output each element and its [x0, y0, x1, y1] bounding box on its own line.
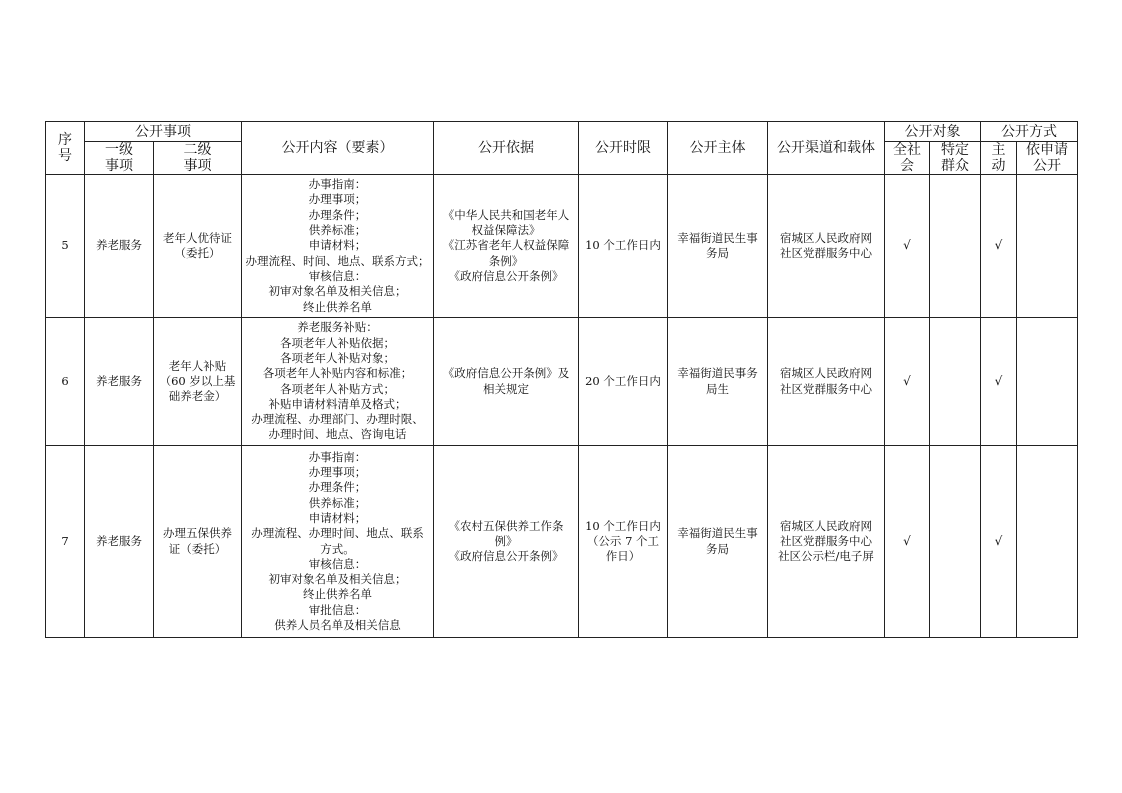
cell-channel-line: 宿城区人民政府网	[780, 518, 872, 533]
table-body	[46, 175, 1078, 638]
cell-level2-line: 办理五保供养	[163, 526, 232, 541]
cell-content-line: 办理流程、办理部门、办理时限、	[251, 412, 424, 427]
header-channel: 公开渠道和载体	[768, 122, 885, 175]
cell-time-limit-line: 10 个工作日内	[585, 518, 661, 533]
cell-content-line: 各项老年人补贴方式；	[280, 381, 395, 396]
disclosure-table	[45, 121, 1078, 638]
cell-channel-line: 宿城区人民政府网	[780, 366, 872, 381]
cell-time-limit	[579, 318, 668, 446]
cell-content-line: 供养人员名单及相关信息	[274, 617, 401, 632]
cell-content-line: 方式。	[320, 541, 355, 556]
cell-mode-request	[1017, 446, 1078, 638]
cell-channel-line: 社区党群服务中心	[780, 533, 872, 548]
table-header	[46, 122, 1078, 175]
header-content: 公开内容（要素）	[242, 122, 434, 175]
cell-seq: 6	[46, 318, 85, 446]
cell-content-line: 审核信息：	[308, 268, 367, 283]
cell-basis-line: 《政府信息公开条例》	[448, 268, 564, 283]
cell-audience-specific	[930, 175, 981, 318]
cell-mode-active: √	[981, 175, 1017, 318]
cell-basis-line: 《农村五保供养工作条	[448, 518, 564, 533]
cell-level2-line: 老年人优待证	[163, 230, 232, 245]
cell-basis-line: 条例》	[488, 253, 524, 268]
cell-audience-all: √	[885, 446, 930, 638]
cell-content-line: 供养标准；	[308, 495, 367, 510]
cell-level2	[154, 446, 242, 638]
cell-content-line: 申请材料；	[308, 238, 367, 253]
cell-subject-line: 幸福街道民生事	[677, 526, 758, 541]
cell-channel-line: 社区党群服务中心	[780, 246, 872, 260]
header-audience-specific: 特定群众	[930, 142, 981, 175]
cell-content-line: 补贴申请材料清单及格式；	[268, 396, 407, 411]
cell-mode-active: √	[981, 446, 1017, 638]
cell-level2	[154, 318, 242, 446]
cell-level2-line: 证（委托）	[168, 541, 227, 556]
cell-time-limit-line: 作日）	[605, 549, 641, 564]
table-row	[46, 318, 1078, 446]
cell-content	[242, 446, 434, 638]
cell-content-line: 申请材料；	[308, 510, 367, 525]
cell-audience-all: √	[885, 318, 930, 446]
cell-basis-line: 《中华人民共和国老年人	[442, 207, 570, 222]
header-mode: 公开方式	[981, 122, 1078, 142]
cell-content-line: 办理流程、时间、地点、联系方式；	[245, 253, 430, 268]
cell-channel	[768, 318, 885, 446]
cell-content-line: 办理事项；	[308, 465, 367, 480]
header-level1: 一级事项	[85, 142, 154, 175]
cell-subject	[668, 318, 768, 446]
cell-content-line: 初审对象名单及相关信息；	[268, 284, 407, 299]
cell-seq: 7	[46, 446, 85, 638]
cell-subject	[668, 446, 768, 638]
cell-content-line: 办事指南：	[308, 449, 367, 464]
cell-basis	[434, 318, 579, 446]
cell-basis-line: 《政府信息公开条例》	[448, 549, 564, 564]
cell-time-limit-line: 20 个工作日内	[585, 373, 661, 388]
cell-content-line: 供养标准；	[308, 223, 367, 238]
cell-content	[242, 318, 434, 446]
cell-content-line: 各项老年人补贴依据；	[280, 335, 395, 350]
cell-audience-specific	[930, 446, 981, 638]
cell-level2-line: （委托）	[174, 246, 221, 260]
cell-channel-line: 社区公示栏/电子屏	[778, 549, 874, 564]
cell-basis	[434, 446, 579, 638]
cell-channel-line: 社区党群服务中心	[780, 381, 872, 396]
cell-time-limit-line: 10 个工作日内	[585, 238, 661, 253]
cell-level2	[154, 175, 242, 318]
cell-content-line: 审核信息：	[308, 556, 367, 571]
cell-level2-line: 础养老金）	[168, 389, 227, 404]
header-seq: 序号	[46, 122, 85, 175]
cell-basis-line: 《政府信息公开条例》及	[442, 366, 570, 381]
cell-content-line: 各项老年人补贴内容和标准；	[262, 366, 413, 381]
cell-level1: 养老服务	[85, 318, 154, 446]
cell-subject-line: 幸福街道民生事	[677, 230, 758, 245]
cell-content-line: 办事指南：	[308, 177, 367, 192]
cell-mode-request	[1017, 318, 1078, 446]
cell-subject-line: 局生	[706, 381, 729, 396]
cell-basis-line: 例》	[494, 533, 518, 548]
header-time-limit: 公开时限	[579, 122, 668, 175]
cell-audience-specific	[930, 318, 981, 446]
cell-mode-request	[1017, 175, 1078, 318]
table-row	[46, 175, 1078, 318]
cell-time-limit	[579, 175, 668, 318]
header-audience: 公开对象	[885, 122, 981, 142]
cell-content-line: 办理时间、地点、咨询电话	[268, 427, 407, 442]
header-mode-request: 依申请公开	[1017, 142, 1078, 175]
cell-channel	[768, 175, 885, 318]
cell-basis-line: 《江苏省老年人权益保障	[442, 238, 570, 253]
cell-seq: 5	[46, 175, 85, 318]
cell-content-line: 各项老年人补贴对象；	[280, 350, 395, 365]
header-mode-active: 主动	[981, 142, 1017, 175]
cell-subject-line: 务局	[706, 246, 729, 260]
cell-basis	[434, 175, 579, 318]
cell-content-line: 终止供养名单	[303, 587, 372, 602]
cell-level1: 养老服务	[85, 446, 154, 638]
cell-content-line: 审批信息：	[308, 602, 367, 617]
cell-content-line: 办理流程、办理时间、地点、联系	[251, 526, 424, 541]
header-basis: 公开依据	[434, 122, 579, 175]
cell-subject	[668, 175, 768, 318]
cell-basis-line: 权益保障法》	[471, 223, 541, 238]
cell-mode-active: √	[981, 318, 1017, 446]
header-matter: 公开事项	[85, 122, 242, 142]
cell-subject-line: 幸福街道民事务	[677, 366, 758, 381]
cell-content-line: 养老服务补贴：	[297, 320, 378, 335]
cell-level1: 养老服务	[85, 175, 154, 318]
cell-content-line: 办理条件；	[308, 480, 367, 495]
cell-basis-line: 相关规定	[483, 381, 529, 396]
cell-content-line: 初审对象名单及相关信息；	[268, 572, 407, 587]
header-subject: 公开主体	[668, 122, 768, 175]
cell-channel-line: 宿城区人民政府网	[780, 230, 872, 245]
cell-subject-line: 务局	[706, 541, 729, 556]
cell-content	[242, 175, 434, 318]
cell-content-line: 办理条件；	[308, 207, 367, 222]
cell-content-line: 办理事项；	[308, 192, 367, 207]
cell-level2-line: 老年人补贴	[168, 358, 227, 373]
header-level2: 二级事项	[154, 142, 242, 175]
table-row	[46, 446, 1078, 638]
cell-content-line: 终止供养名单	[303, 299, 372, 314]
cell-channel	[768, 446, 885, 638]
cell-time-limit	[579, 446, 668, 638]
cell-level2-line: （60 岁以上基	[159, 373, 236, 388]
header-audience-all: 全社会	[885, 142, 930, 175]
cell-audience-all: √	[885, 175, 930, 318]
cell-time-limit-line: （公示 7 个工	[586, 533, 660, 548]
